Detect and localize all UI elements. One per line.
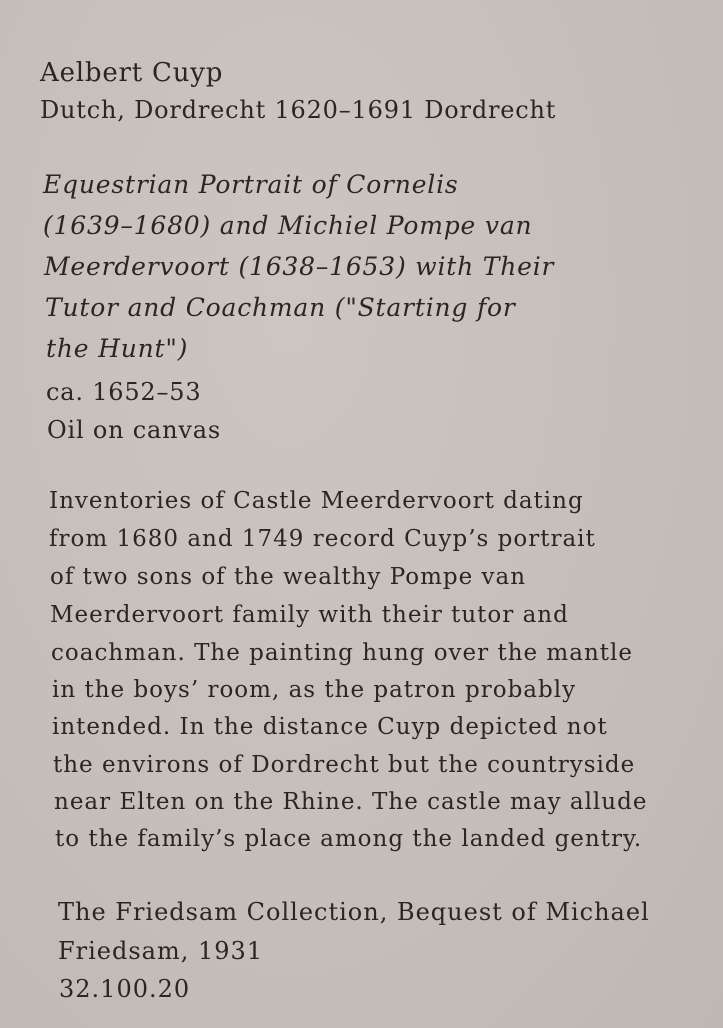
- description-line: to the family’s place among the landed gentry.: [55, 826, 643, 852]
- artwork-title-line: (1639–1680) and Michiel Pompe van: [43, 211, 533, 240]
- description-line: intended. In the distance Cuyp depicted not: [52, 714, 608, 740]
- description-line: of two sons of the wealthy Pompe van: [50, 564, 527, 590]
- description-line: Inventories of Castle Meerdervoort dating: [49, 488, 584, 514]
- credit-line: The Friedsam Collection, Bequest of Michael: [58, 898, 650, 926]
- accession-number: 32.100.20: [59, 975, 191, 1003]
- artwork-title-line: Equestrian Portrait of Cornelis: [43, 170, 459, 199]
- credit-line: Friedsam, 1931: [58, 937, 264, 965]
- description-line: Meerdervoort family with their tutor and: [50, 602, 569, 628]
- description-line: from 1680 and 1749 record Cuyp’s portrait: [49, 526, 596, 552]
- artwork-title-line: the Hunt"): [46, 334, 189, 363]
- description-line: near Elten on the Rhine. The castle may allude: [54, 789, 648, 815]
- artist-name: Aelbert Cuyp: [40, 58, 224, 88]
- description-line: the environs of Dordrecht but the countryside: [53, 752, 636, 778]
- description-line: coachman. The painting hung over the mantle: [51, 640, 633, 666]
- artwork-title-line: Tutor and Coachman ("Starting for: [45, 293, 516, 322]
- artist-info: Dutch, Dordrecht 1620–1691 Dordrecht: [40, 96, 557, 124]
- artwork-medium: Oil on canvas: [47, 416, 221, 444]
- artwork-title-line: Meerdervoort (1638–1653) with Their: [44, 252, 555, 281]
- artwork-date: ca. 1652–53: [46, 378, 202, 406]
- description-line: in the boys’ room, as the patron probably: [52, 677, 577, 703]
